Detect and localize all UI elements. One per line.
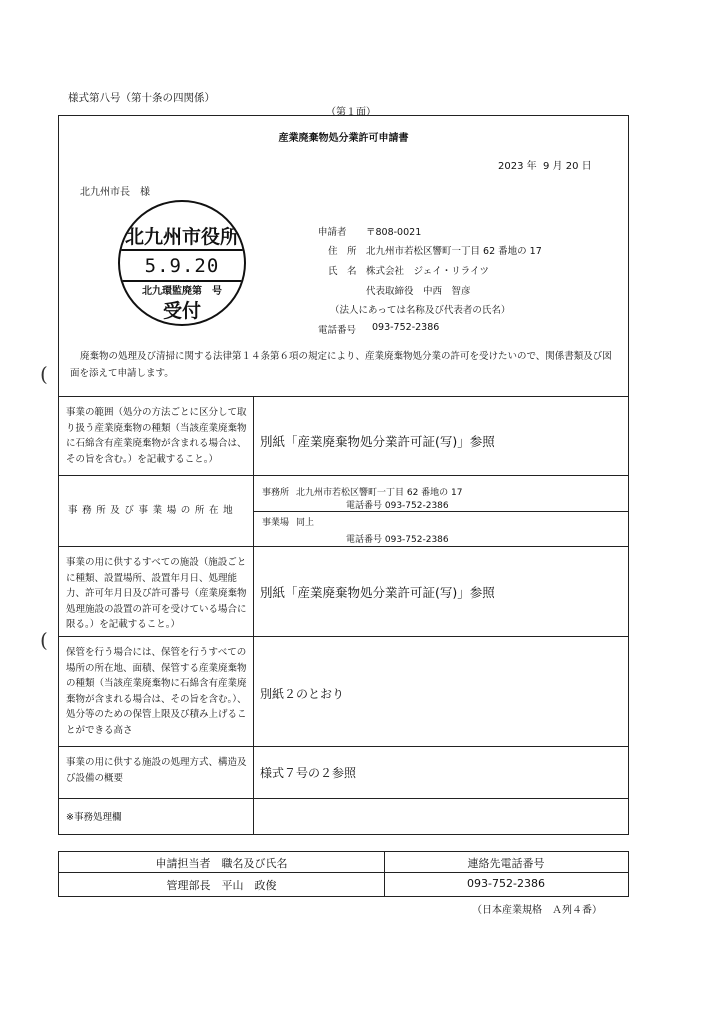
applicant-label: 申請者 — [318, 227, 347, 238]
office-use-label: ※事務処理欄 — [58, 799, 254, 835]
facilities-label: 事業の用に供するすべての施設（施設ごとに種類、設置場所、設置年月日、処理能力、許可年月日及び許可番号（産業廃棄物処理施設の設置の許可を受けている場合に限る。）を記載すること。） — [58, 547, 254, 636]
page-label: （第１面） — [326, 107, 376, 118]
application-statement: 廃棄物の処理及び清掃に関する法律第１４条第６項の規定により、産業廃棄物処分業の許可を受けたいので、関係書類及び図面を添えて申請します。 — [70, 351, 612, 379]
applicant-representative: 代表取締役 中西 智彦 — [366, 286, 471, 297]
stamp-date: 5.9.20 — [144, 255, 220, 277]
name-label: 氏 名 — [328, 266, 357, 277]
table-row-location — [58, 475, 629, 546]
form-number: 様式第八号（第十条の四関係） — [68, 92, 215, 104]
site-value: 同上 — [296, 518, 315, 528]
storage-label: 保管を行う場合には、保管を行うすべての場所の所在地、面積、保管する産業廃棄物の種類（当該産業廃棄物に石綿含有産業廃棄物が含まれる場合は、その旨を含む。）、処分等のための保管上限及び積み上げることができる高さ — [58, 637, 254, 746]
location-divider — [254, 511, 629, 512]
location-label: 事務所及び事業場の所在地 — [68, 505, 238, 516]
scope-label: 事業の範囲（処分の方法ごとに区分して取り扱う産業廃棄物の種類（当該産業廃棄物に石綿含有産業廃棄物が含まれる場合は、その旨を含む。）を記載すること。） — [58, 397, 254, 475]
binding-mark-bottom: ( — [40, 628, 48, 652]
contact-table — [58, 851, 629, 897]
stamp-department: 北九環監廃第 号 — [142, 286, 222, 297]
table-row-storage — [58, 636, 629, 746]
binding-mark-top: ( — [40, 362, 48, 386]
applicant-postal: 〒808-0021 — [366, 227, 422, 238]
contact-phone-value: 093-752-2386 — [467, 877, 545, 890]
application-date: 2023 年 9 月 20 日 — [498, 161, 592, 172]
storage-value-cell — [254, 637, 629, 746]
scope-value-cell — [254, 397, 629, 475]
method-value-cell — [254, 747, 629, 798]
table-row-scope — [58, 396, 629, 475]
phone-label: 電話番号 — [318, 325, 357, 336]
facilities-value-cell — [254, 547, 629, 636]
paper-standard-note: （日本産業規格 Ａ列４番） — [472, 905, 602, 916]
stamp-band-top — [120, 249, 244, 251]
method-value: 様式７号の２参照 — [260, 766, 357, 780]
applicant-name: 株式会社 ジェイ・リライツ — [366, 266, 490, 277]
applicant-phone: 093-752-2386 — [372, 322, 440, 333]
receipt-stamp — [118, 200, 246, 326]
site-phone: 電話番号 093-752-2386 — [346, 535, 449, 545]
document-title: 産業廃棄物処分業許可申請書 — [278, 133, 409, 144]
office-phone: 電話番号 093-752-2386 — [346, 501, 449, 511]
contact-person-value: 管理部長 平山 政俊 — [166, 879, 277, 892]
applicant-address: 北九州市若松区響町一丁目 62 番地の 17 — [366, 246, 542, 257]
office-use-cell — [254, 799, 629, 835]
method-label: 事業の用に供する施設の処理方式、構造及び設備の概要 — [58, 747, 254, 798]
contact-phone-header: 連絡先電話番号 — [467, 857, 545, 870]
storage-value: 別紙２のとおり — [260, 687, 345, 701]
office-address: 北九州市若松区響町一丁目 62 番地の 17 — [296, 488, 463, 498]
stamp-office: 北九州市役所 — [124, 226, 239, 248]
contact-person-header: 申請担当者 職名及び氏名 — [155, 857, 288, 870]
applicant-note: （法人にあっては名称及び代表者の氏名） — [330, 305, 511, 316]
location-label-cell — [58, 476, 254, 546]
scope-value: 別紙「産業廃棄物処分業許可証(写)」参照 — [260, 434, 495, 449]
site-label: 事業場 — [262, 518, 290, 528]
table-row-method — [58, 746, 629, 798]
stamp-received: 受付 — [162, 300, 201, 322]
location-value-cell — [254, 476, 629, 546]
office-label: 事務所 — [262, 488, 290, 498]
facilities-value: 別紙「産業廃棄物処分業許可証(写)」参照 — [260, 585, 495, 600]
address-label: 住 所 — [328, 246, 357, 257]
addressee: 北九州市長 様 — [80, 187, 150, 198]
table-row-facilities — [58, 546, 629, 636]
contact-divider — [59, 872, 628, 873]
table-row-office-use — [58, 798, 629, 835]
